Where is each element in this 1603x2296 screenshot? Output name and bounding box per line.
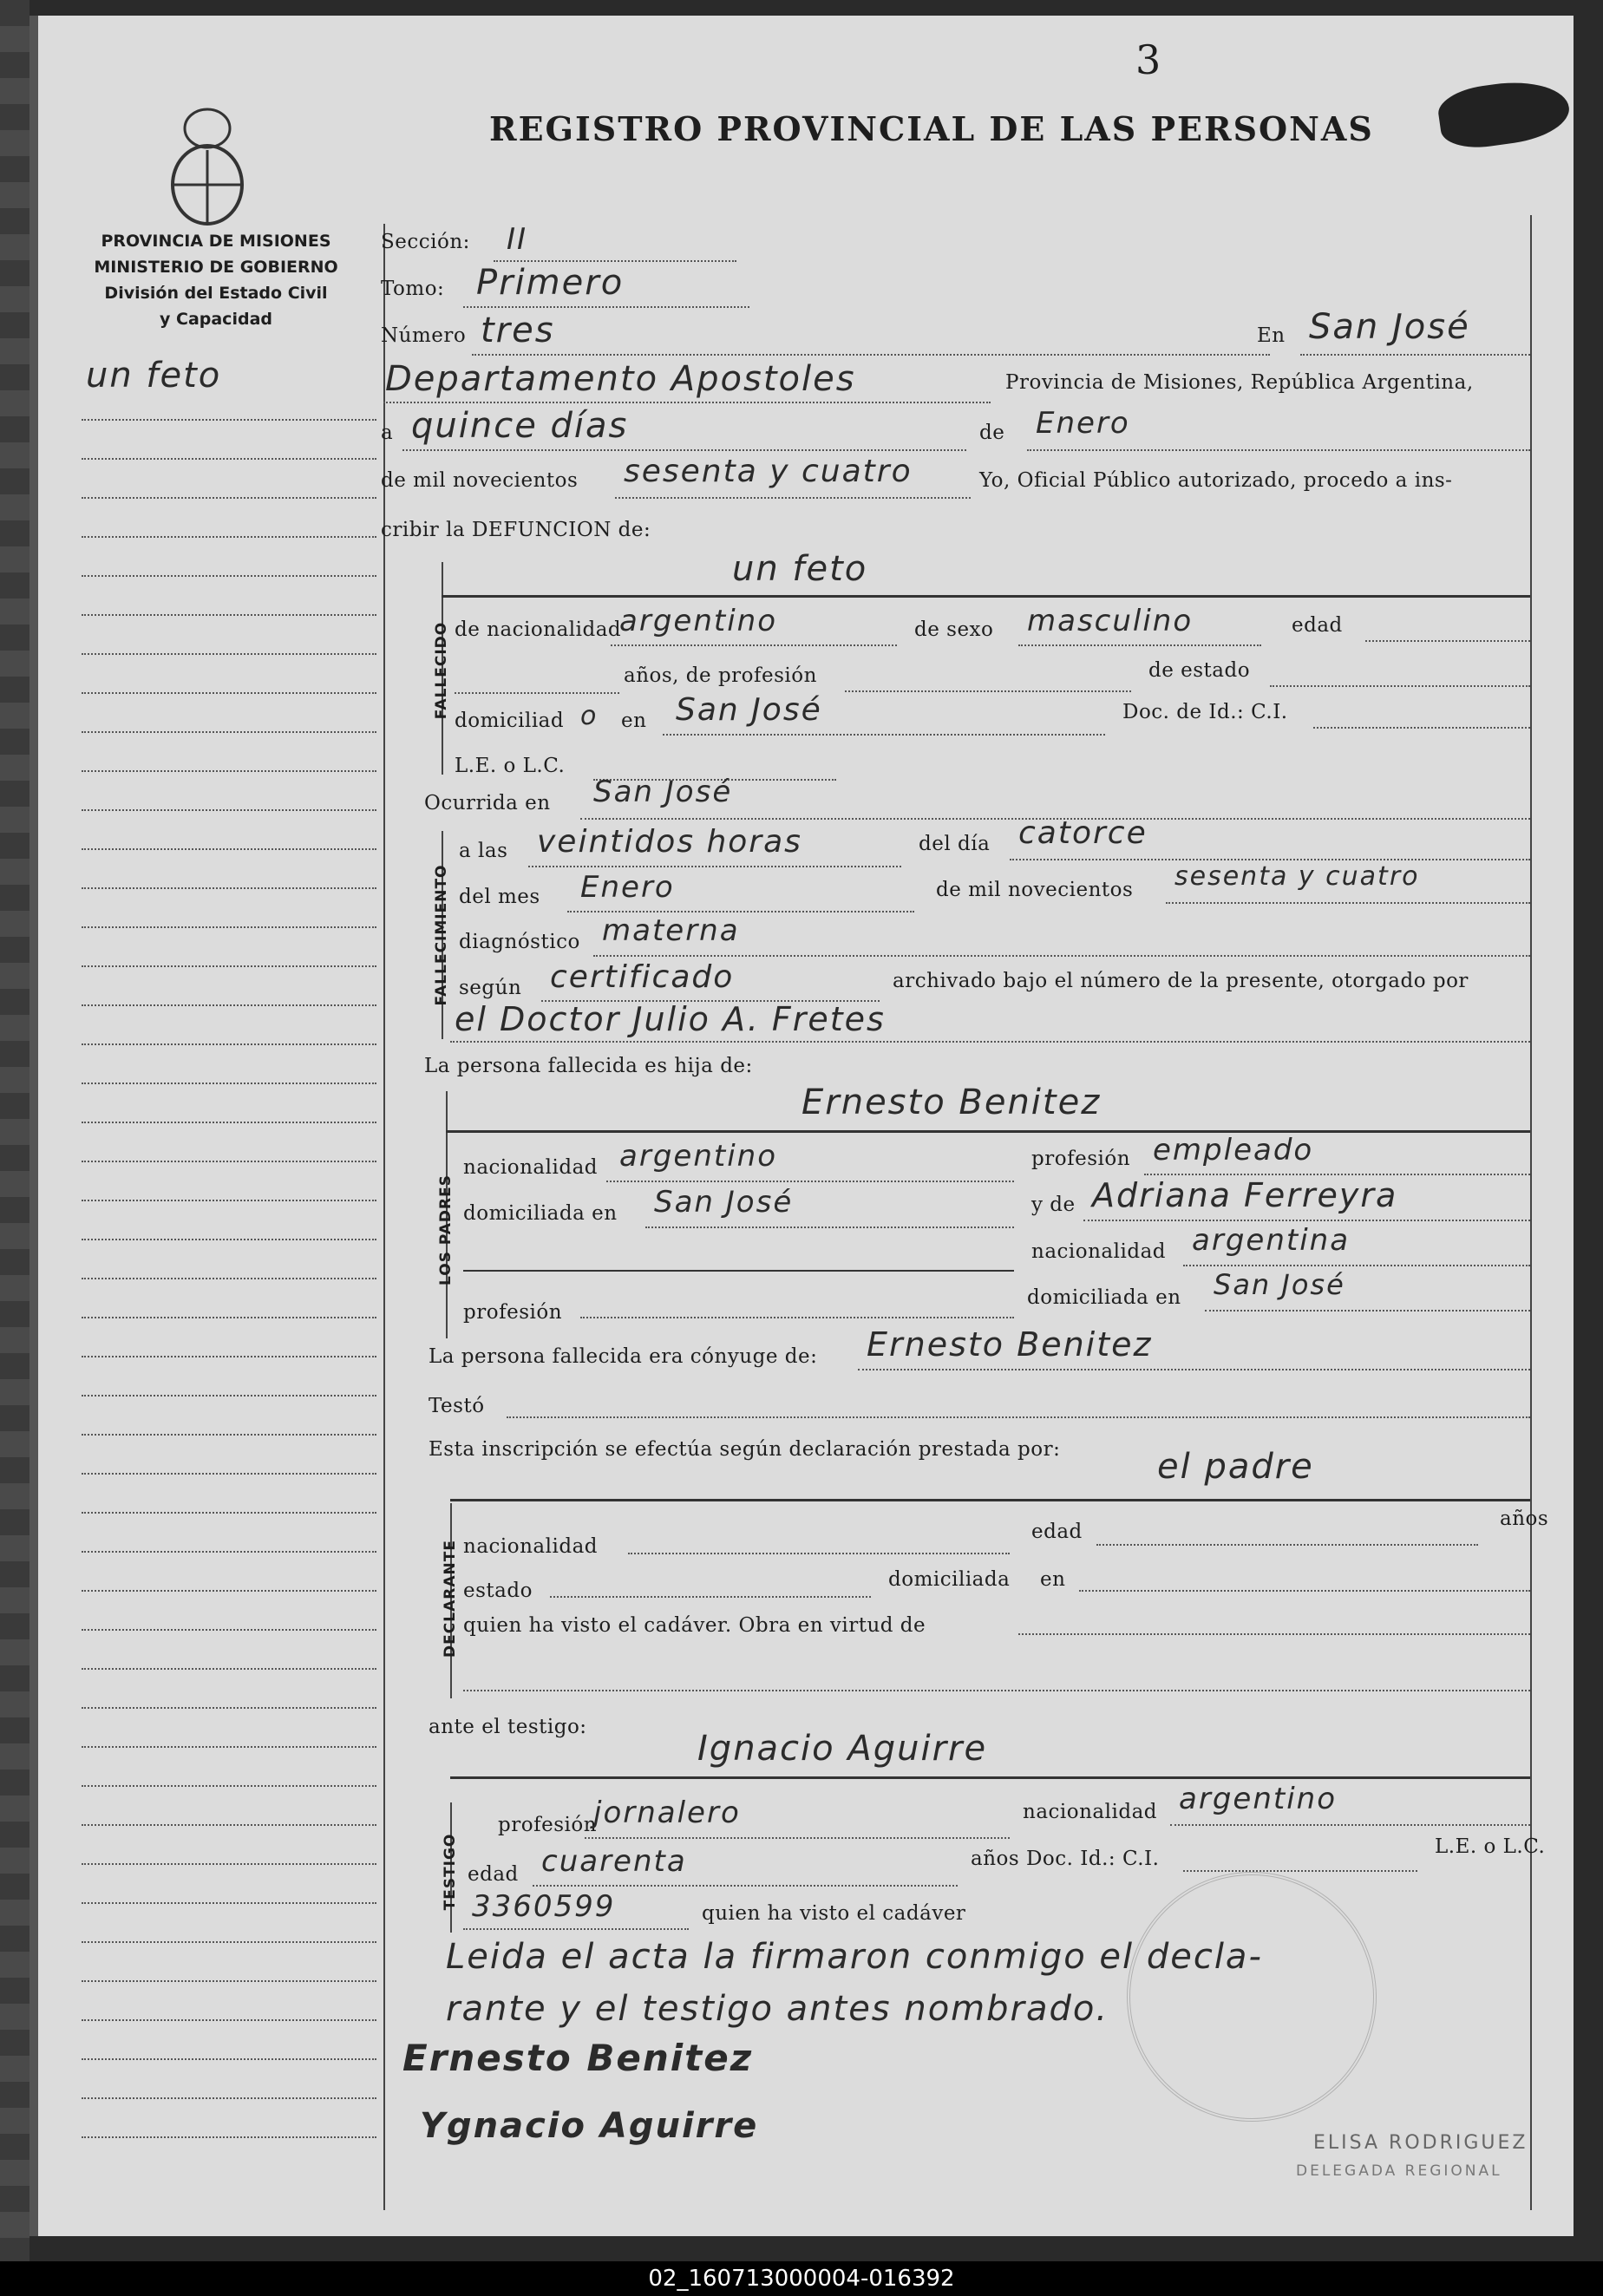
mes-value: Enero [1036,406,1130,441]
dia-fallecimiento: catorce [1018,815,1148,851]
padre-domicilio: San José [654,1185,794,1220]
madre-profesion-label: profesión [463,1301,563,1324]
cierre-line-1: Leida el acta la firmaron conmigo el decla- [446,1937,1263,1977]
testigo-profesion-label: profesión [498,1814,598,1836]
declaracion-text: Esta inscripción se efectúa según declaración prestada por: [429,1438,1061,1461]
official-seal [1127,1872,1377,2122]
declarante-domiciliada-label: domiciliada [888,1568,1011,1591]
domicilio-suffix: o [580,701,599,731]
padre-domiciliada-label: domiciliada en [463,1202,618,1225]
dia-value: quince días [411,406,629,446]
page-title: REGISTRO PROVINCIAL DE LAS PERSONAS [489,109,1374,148]
conyuge-label: La persona fallecida era cónyuge de: [429,1345,818,1368]
right-border [1530,215,1532,2210]
firma-testigo: Ygnacio Aguirre [420,2106,759,2146]
declarante-nombre: el padre [1157,1447,1314,1487]
inscribir-text: cribir la DEFUNCION de: [381,519,651,541]
a-las-label: a las [459,840,508,862]
testigo-anos-doc-label: años Doc. Id.: C.I. [971,1848,1160,1870]
seccion-label: Sección: [381,231,470,253]
declarante-anos-label: años [1500,1508,1549,1530]
fallecido-section-label: FALLECIDO [433,621,450,720]
page-number: 3 [1135,36,1161,83]
seccion-value: II [507,222,528,257]
oficial-nombre: ELISA RODRIGUEZ [1313,2132,1528,2154]
diagnostico-value: materna [602,913,740,948]
del-mes-label: del mes [459,886,540,908]
mil-label: de mil novecientos [381,469,579,492]
ministry-line-1: PROVINCIA DE MISIONES [101,232,331,251]
le-lc-label: L.E. o L.C. [455,755,566,777]
testo-label: Testó [429,1395,485,1417]
departamento-value: Departamento Apostoles [385,359,856,399]
declarante-section-label: DECLARANTE [442,1540,459,1658]
ocurrida-value: San José [593,775,733,809]
book-spine [0,0,29,2296]
segun-label: según [459,977,522,999]
testigo-edad-label: edad [468,1863,519,1886]
cierre-line-2: rante y el testigo antes nombrado. [446,1989,1109,2029]
en-label: En [1257,324,1286,347]
archive-id: 02_160713000004-016392 [648,2266,955,2292]
hija-de-label: La persona fallecida es hija de: [424,1055,753,1077]
provincia-text: Provincia de Misiones, República Argentina, [1005,371,1474,394]
declarante-nacionalidad-label: nacionalidad [463,1535,599,1558]
document-page [29,16,1574,2236]
testigo-nacionalidad: argentino [1179,1782,1337,1816]
padres-section-label: LOS PADRES [437,1174,455,1285]
tomo-label: Tomo: [381,278,445,300]
anos-profesion-label: años, de profesión [624,664,817,687]
testigo-profesion: jornalero [593,1796,741,1830]
de-label: de [979,422,1005,444]
sexo-value: masculino [1027,604,1194,638]
madre-nombre: Adriana Ferreyra [1092,1176,1398,1214]
a-label: a [381,422,394,444]
ante-testigo-label: ante el testigo: [429,1716,587,1738]
testigo-visto-text: quien ha visto el cadáver [702,1902,966,1925]
testigo-documento: 3360599 [472,1889,616,1924]
testigo-section-label: TESTIGO [442,1833,459,1911]
testigo-edad: cuarenta [541,1844,687,1879]
archive-id-bar [0,2261,1603,2296]
estado-label: de estado [1148,659,1251,682]
firma-declarante: Ernesto Benitez [402,2037,754,2079]
fallecido-nombre: un feto [732,549,868,589]
oficial-cargo: DELEGADA REGIONAL [1296,2162,1502,2180]
mil-novecientos-label: de mil novecientos [936,879,1134,901]
madre-nacionalidad: argentina [1192,1223,1351,1258]
ministry-line-3: División del Estado Civil [104,284,328,303]
margin-note: un feto [86,356,222,396]
padre-nacionalidad: argentino [619,1139,777,1174]
madre-domiciliada-label: domiciliada en [1027,1286,1181,1309]
diagnostico-label: diagnóstico [459,931,580,953]
declarante-en-label: en [1040,1568,1066,1591]
oficial-text: Yo, Oficial Público autorizado, procedo a ins- [979,469,1453,492]
ministry-block [73,228,359,332]
ministry-line-2: MINISTERIO DE GOBIERNO [94,258,338,277]
en-value: San José [1309,307,1470,347]
coat-of-arms-icon [160,102,255,232]
doctor-value: el Doctor Julio A. Fretes [455,1000,886,1038]
del-dia-label: del día [919,833,991,855]
nacionalidad-value: argentino [619,604,777,638]
anio-value: sesenta y cuatro [624,454,913,489]
declarante-visto-text: quien ha visto el cadáver. Obra en virtud de [463,1614,926,1637]
numero-label: Número [381,324,467,347]
mes-fallecimiento: Enero [580,870,675,905]
padre-profesion-label: profesión [1031,1148,1131,1170]
fallecimiento-section-label: FALLECIMIENTO [433,864,450,1006]
testigo-nacionalidad-label: nacionalidad [1023,1801,1158,1823]
declarante-edad-label: edad [1031,1521,1083,1543]
sexo-label: de sexo [914,618,994,641]
padre-profesion: empleado [1153,1133,1314,1168]
domicilio-value: San José [676,692,822,728]
y-de-label: y de [1031,1194,1076,1216]
domicilio-label: domiciliad [455,710,565,732]
testigo-nombre: Ignacio Aguirre [697,1729,988,1769]
padre-nacionalidad-label: nacionalidad [463,1156,599,1179]
ocurrida-label: Ocurrida en [424,792,551,814]
declarante-estado-label: estado [463,1580,533,1602]
ministry-line-4: y Capacidad [160,310,272,329]
nacionalidad-label: de nacionalidad [455,618,622,641]
conyuge-value: Ernesto Benitez [867,1325,1153,1364]
archivado-text: archivado bajo el número de la presente, otorgado por [893,970,1469,992]
testigo-le-label: L.E. o L.C. [1435,1835,1546,1858]
domicilio-en-label: en [621,710,647,732]
padre-nombre: Ernesto Benitez [802,1083,1102,1122]
ink-blot [1436,75,1573,153]
edad-label: edad [1292,614,1343,637]
madre-nacionalidad-label: nacionalidad [1031,1240,1167,1263]
madre-domicilio: San José [1214,1268,1345,1301]
segun-value: certificado [550,959,735,995]
tomo-value: Primero [476,263,625,303]
anio-fallecimiento: sesenta y cuatro [1174,861,1420,892]
numero-value: tres [481,311,555,350]
doc-id-label: Doc. de Id.: C.I. [1122,701,1288,723]
hora-value: veintidos horas [537,824,802,860]
